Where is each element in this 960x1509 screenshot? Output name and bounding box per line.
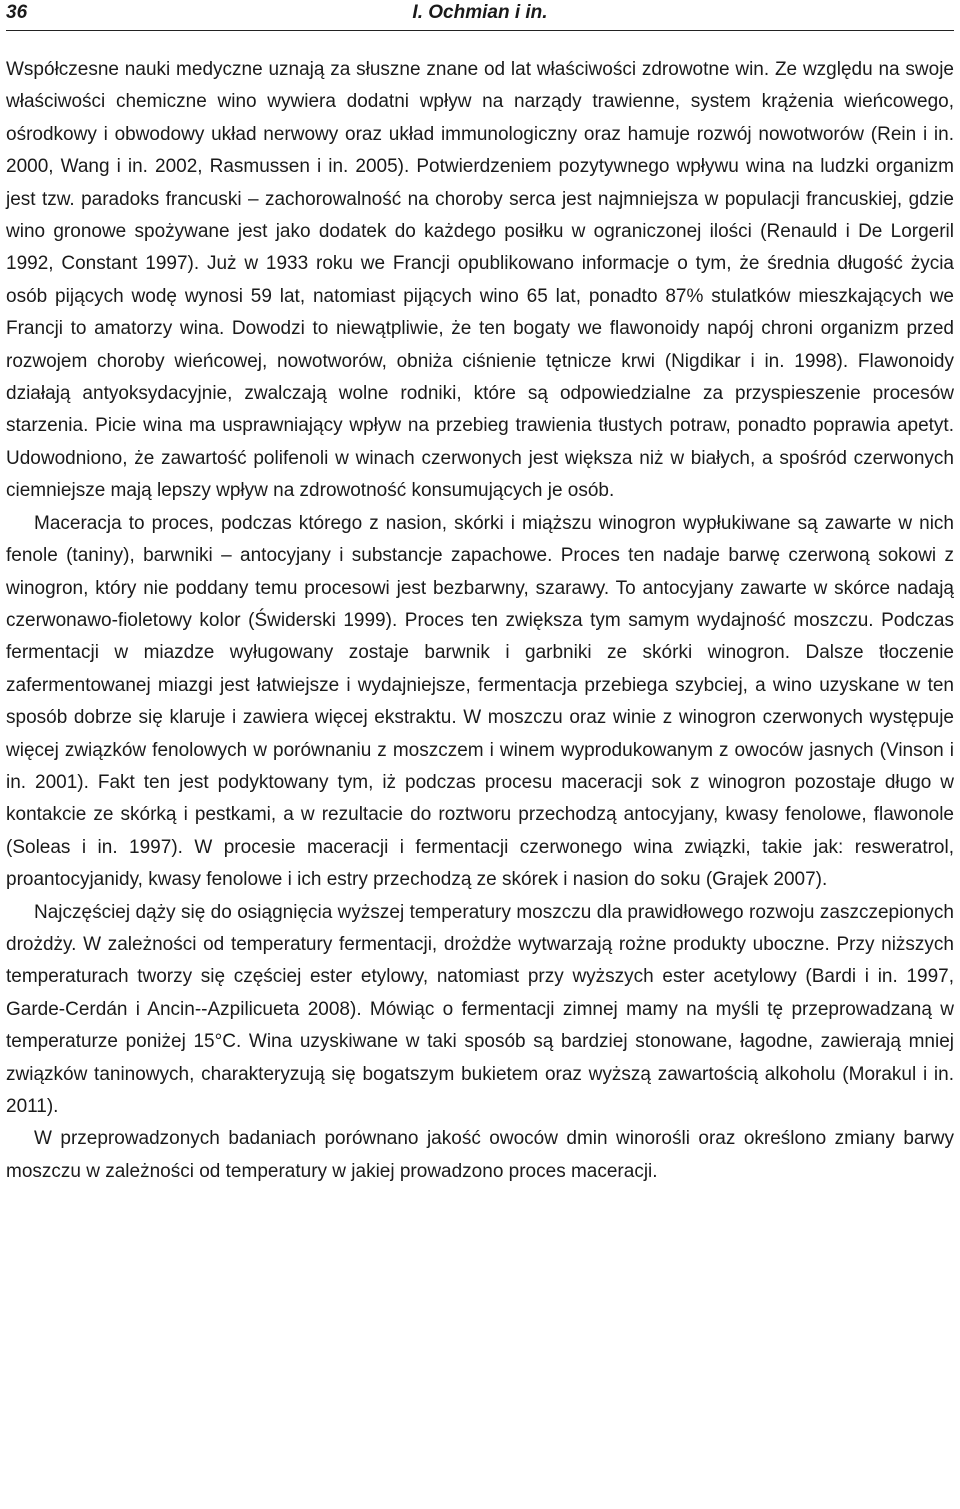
running-head: I. Ochmian i in. <box>412 2 548 23</box>
page-number: 36 <box>6 2 28 23</box>
paragraph-1: Współczesne nauki medyczne uznają za słuszne znane od lat właściwości zdrowotne win. Ze względu na swoje właściwości chemiczne wino wywiera dodatni wpływ na narządy trawienne, system krążenia wieńcowego, ośrodkowy i obwodowy układ nerwowy oraz układ immunologiczny oraz hamuje rozwój nowotworów (Rein i in. 2000, Wang i in. 2002, Rasmussen i in. 2005). Potwierdzeniem pozytywnego wpływu wina na ludzki organizm jest tzw. paradoks francuski – zachorowalność na choroby serca jest najmniejsza w populacji francuskiej, gdzie wino gronowe spożywane jest jako dodatek do każdego posiłku w ograniczonej ilości (Renauld i De Lorgeril 1992, Constant 1997). Już w 1933 roku we Francji opublikowano informacje o tym, że średnia długość życia osób pijących wodę wynosi 59 lat, natomiast pijących wino 65 lat, ponadto 87% stulatków mieszkających we Francji to amatorzy wina. Dowodzi to niewątpliwie, że ten bogaty we flawonoidy napój chroni organizm przed rozwojem choroby wieńcowej, nowotworów, obniża ciśnienie tętnicze krwi (Nigdikar i in. 1998). Flawonoidy działają antyoksydacyjnie, zwalczają wolne rodniki, które są odpowiedzialne za przyspieszenie procesów starzenia. Picie wina ma usprawniający wpływ na przebieg trawienia tłustych potraw, ponadto poprawia apetyt. Udowodniono, że zawartość polifenoli w winach czerwonych jest większa niż w białych, a spośród czerwonych ciemniejsze mają lepszy wpływ na zdrowotność konsumujących je osób. <box>6 59 954 502</box>
paragraph-2: Maceracja to proces, podczas którego z nasion, skórki i miąższu winogron wypłukiwane są zawarte w nich fenole (taniny), barwniki – antocyjany i substancje zapachowe. Proces ten nadaje barwę czerwoną sokowi z winogron, który nie poddany temu procesowi jest bezbarwny, szarawy. To antocyjany zawarte w skórce nadają czerwonawo-fioletowy kolor (Świderski 1999). Proces ten zwiększa tym samym wydajność moszczu. Podczas fermentacji w miazdze wyługowany zostaje barwnik i garbniki ze skórki winogron. Dalsze tłoczenie zafermentowanej miazgi jest łatwiejsze i wydajniejsze, fermentacja przebiega szybciej, a wino uzyskane w ten sposób dobrze się klaruje i zawiera więcej ekstraktu. W moszczu oraz winie z winogron czerwonych występuje więcej związków fenolowych w porównaniu z moszczem i winem wyprodukowanym z owoców jasnych (Vinson i in. 2001). Fakt ten jest podyktowany tym, iż podczas procesu maceracji sok z winogron pozostaje długo w kontakcie ze skórką i pestkami, a w rezultacie do roztworu przechodzą antocyjany, kwasy fenolowe, flawonole (Soleas i in. 1997). W procesie maceracji i fermentacji czerwonego wina związki, takie jak: resweratrol, proantocyjanidy, kwasy fenolowe i ich estry przechodzą ze skórek i nasion do soku (Grajek 2007). <box>6 512 954 891</box>
page-header <box>6 0 954 31</box>
body-text <box>6 54 954 1188</box>
paragraph-3: Najczęściej dąży się do osiągnięcia wyższej temperatury moszczu dla prawidłowego rozwoju zaszczepionych drożdży. W zależności od temperatury fermentacji, drożdże wytwarzają rożne produkty uboczne. Przy niższych temperaturach tworzy się częściej ester etylowy, natomiast przy wyższych ester acetylowy (Bardi i in. 1997, Garde-Cerdán i Ancin-‑Azpilicueta 2008). Mówiąc o fermentacji zimnej mamy na myśli tę przeprowadzaną w temperaturze poniżej 15°C. Wina uzyskiwane w taki sposób są bardziej stonowane, łagodne, zawierają mniej związków taninowych, charakteryzują się bogatszym bukietem oraz wyższą zawartością alkoholu (Morakul i in. 2011). <box>6 901 954 1117</box>
paragraph-4: W przeprowadzonych badaniach porównano jakość owoców dmin winorośli oraz określono zmiany barwy moszczu w zależności od temperatury w jakiej prowadzono proces maceracji. <box>6 1128 954 1182</box>
